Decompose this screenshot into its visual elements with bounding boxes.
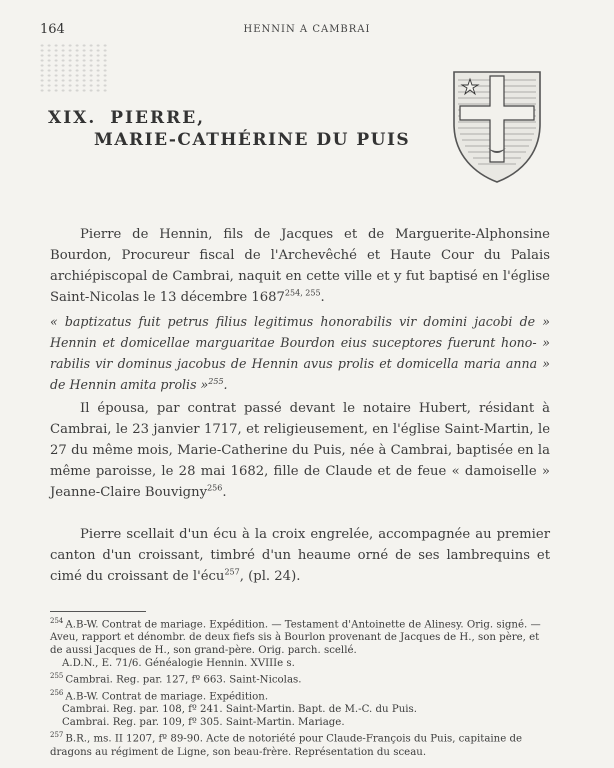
footnote: $^{254}$ A.B-W. Contrat de mariage. Expédition. — Testament d'Antoinette de Alinesy. Orig. signé. — Aveu, rapport et dénombr. de deux fiefs sis à Bourlon provenant de Jacques de H., son père, et de aussi Jacques de H., son grand-père. Orig. parch. scellé. A.D.N., E. 71/6. Généalogie Hennin. XVIIIe s. [50, 617, 541, 670]
paragraph-seal: Pierre scellait d'un écu à la croix engrelée, accompagnée au premier canton d'un croissant, timbré d'un heaume orné de ses lambrequins et cimé du croissant de l'écu$^{257}$, (pl. 24). [50, 527, 550, 584]
title-spouse-name: MARIE-CATHÉRINE DU PUIS [94, 130, 411, 150]
section-numeral: XIX. [48, 108, 97, 128]
running-head: HENNIN A CAMBRAI [243, 24, 371, 35]
paragraph-birth: Pierre de Hennin, fils de Jacques et de Marguerite-Alphonsine Bourdon, Procureur fiscal de l'Archevêché et Haute Cour du Palais archiépiscopal de Cambrai, naquit en cette ville et y fut baptisé en l'église Saint-Nicolas le 13 décembre 1687$^{254, 255}$. [50, 227, 550, 305]
footnote: $^{255}$ Cambrai. Reg. par. 127, fº 663. Saint-Nicolas. [50, 672, 302, 686]
footnote-ref: 256 [207, 483, 223, 493]
paragraph-marriage: Il épousa, par contrat passé devant le notaire Hubert, résidant à Cambrai, le 23 janvier 1717, et religieusement, en l'église Saint-Martin, le 27 du même mois, Marie-Catherine du Puis, née à Cambrai, baptisée en la même paroisse, le 28 mai 1682, fille de Claude et de feue « damoiselle » Jeanne-Claire Bouvigny$^{256}$. [50, 401, 550, 500]
title-first-name: PIERRE, [110, 108, 206, 128]
footnote-ref: 255 [208, 376, 224, 386]
page-header [36, 22, 578, 38]
footnote: $^{257}$ B.R., ms. II 1207, fº 89-90. Acte de notoriété pour Claude-François du Puis, capitaine de dragons au régiment de Ligne, son beau-frère. Représentation du sceau. [50, 731, 523, 758]
coat-of-arms-shield-icon [448, 66, 546, 186]
footnote-ref: 254, 255 [284, 288, 321, 298]
baptism-quote: « baptizatus fuit petrus filius legitimus honorabilis vir domini jacobi de » Hennin et domicellae marguaritae Bourdon eius suceptores fuerunt hono- » rabilis vir dominus jacobus de Hennin avus prolis et domicella maria anna » de Hennin amita prolis »$^{255}$. [50, 314, 550, 392]
page-number: 164 [40, 22, 65, 37]
footnote-divider [50, 611, 146, 612]
section-title [48, 108, 410, 150]
print-smudge [40, 44, 110, 92]
footnotes [50, 615, 550, 759]
footnote-ref: 257 [224, 567, 240, 577]
footnote: $^{256}$ A.B-W. Contrat de mariage. Expédition. Cambrai. Reg. par. 108, fº 241. Saint-Martin. Bapt. de M.-C. du Puis. Cambrai. Reg. par. 109, fº 305. Saint-Martin. Mariage. [50, 688, 417, 729]
